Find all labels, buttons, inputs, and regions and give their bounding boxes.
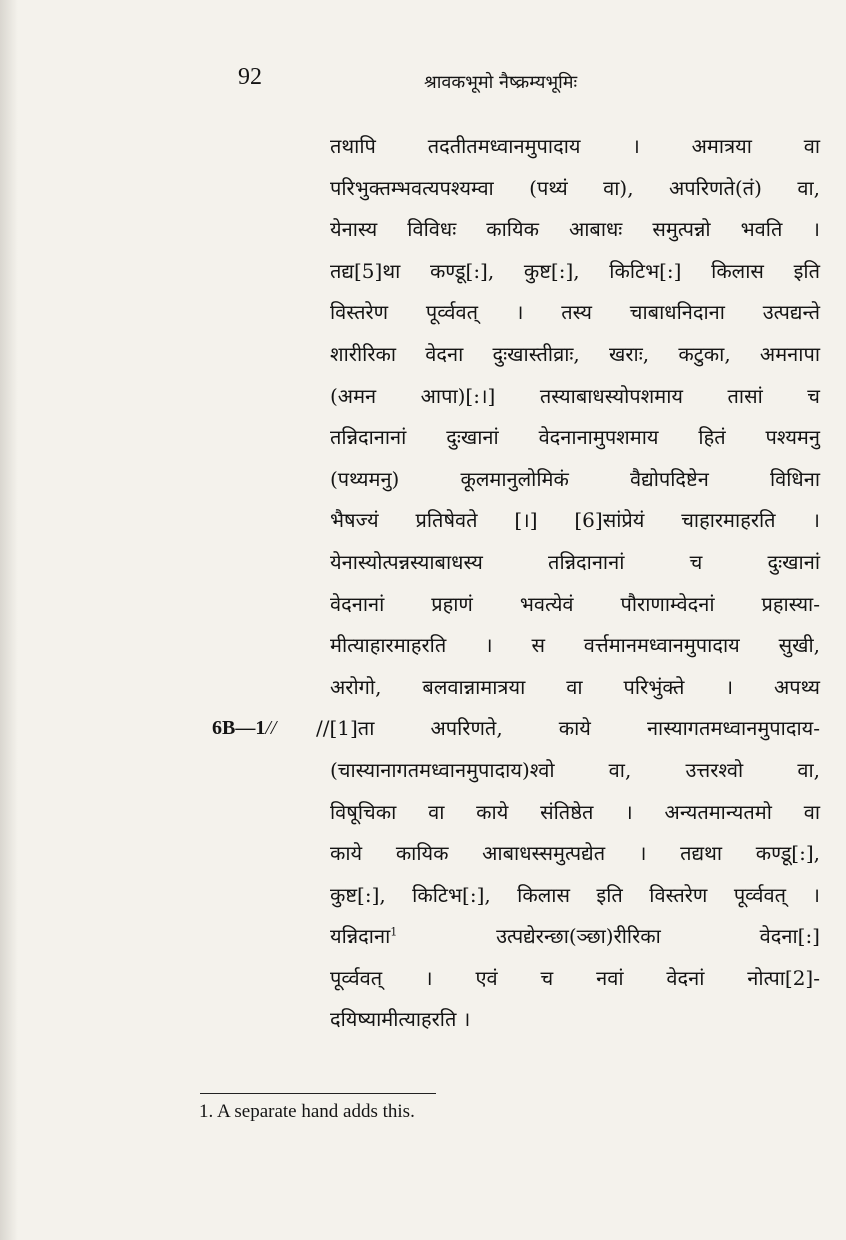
footnote-rule — [200, 1093, 436, 1094]
text-line: दयिष्यामीत्याहरति । — [330, 1007, 471, 1032]
text-line: भैषज्यं प्रतिषेवते [।] [6]सांप्रेयं चाहारमाहरति । — [330, 508, 820, 533]
text-line: (अमन आपा)[:।] तस्याबाधस्योपशमाय तासां च — [330, 383, 820, 408]
footnote-number: 1. — [199, 1101, 214, 1122]
text-line: शारीरिका वेदना दुःखास्तीव्राः, खराः, कटुका, अमनापा — [330, 341, 820, 366]
text-line: पूर्व्ववत् । एवं च नवां वेदनां नोत्पा[2]- — [330, 965, 820, 990]
text-line: तद्य[5]था कण्डू[:], कुष्ट[:], किटिभ[:] किलास इति — [330, 258, 820, 283]
text-line: (पथ्यमनु) कूलमानुलोमिकं वैद्योपदिष्टेन विधिना — [330, 466, 820, 491]
text-line-start: यन्निदाना$^1$ — [330, 924, 398, 949]
text-line-marked — [212, 708, 820, 750]
text-line: (चास्यानागतमध्वानमुपादाय)श्वो वा, उत्तरश्वो वा, — [330, 757, 820, 782]
text-line: काये कायिक आबाधस्समुत्पद्येत । तद्यथा कण्डू[:], — [330, 841, 820, 866]
text-line: येनास्योत्पन्नस्याबाधस्य तन्निदानानां च दुःखानां — [330, 549, 820, 574]
text-line: मीत्याहारमाहरति । स वर्त्तमानमध्वानमुपादाय सुखी, — [330, 633, 820, 658]
text-line: तथापि तदतीतमध्वानमुपादाय । अमात्रया वा — [330, 134, 820, 158]
text-line: परिभुक्तम्भवत्यपश्यम्वा (पथ्यं वा), अपरिणते(तं) वा, — [330, 175, 820, 200]
page-number: 92 — [238, 64, 262, 90]
text-line: विस्तरेण पूर्व्ववत् । तस्य चाबाधनिदाना उत्पद्यन्ते — [330, 300, 820, 325]
text-line: वेदनानां प्रहाणं भवत्येवं पौराणाम्वेदनां प्रहास्या- — [330, 591, 820, 616]
page-edge-shadow — [0, 0, 18, 1240]
text-line-end: उत्पद्येरन्छा(ञ्छा)रीरिका वेदना[:] — [496, 924, 820, 949]
text-line: कुष्ट[:], किटिभ[:], किलास इति विस्तरेण पूर्व्ववत् । — [330, 882, 820, 907]
text-line: तन्निदानानां दुःखानां वेदनानामुपशमाय हितं पश्यमनु — [330, 425, 820, 450]
text-line: अरोगो, बलवान्नामात्रया वा परिभुंक्ते । अपथ्य — [330, 674, 820, 699]
text-line-content: //[1]ता अपरिणते, काये नास्यागतमध्वानमुपादाय- — [316, 716, 820, 741]
text-line: येनास्य विविधः कायिक आबाधः समुत्पन्नो भवति । — [330, 217, 820, 242]
folio-line-marker: 6B—1// — [212, 717, 277, 740]
footnote-text: A separate hand adds this. — [216, 1101, 415, 1122]
running-head: श्रावकभूमो नैष्क्रम्यभूमिः — [424, 72, 578, 93]
body-text — [212, 126, 820, 1041]
footnote — [199, 1101, 415, 1123]
footnote-marker: 1 — [390, 925, 398, 939]
text-line-with-footnote — [330, 916, 820, 958]
text-line: विषूचिका वा काये संतिष्ठेत । अन्यतमान्यतमो वा — [330, 799, 820, 824]
